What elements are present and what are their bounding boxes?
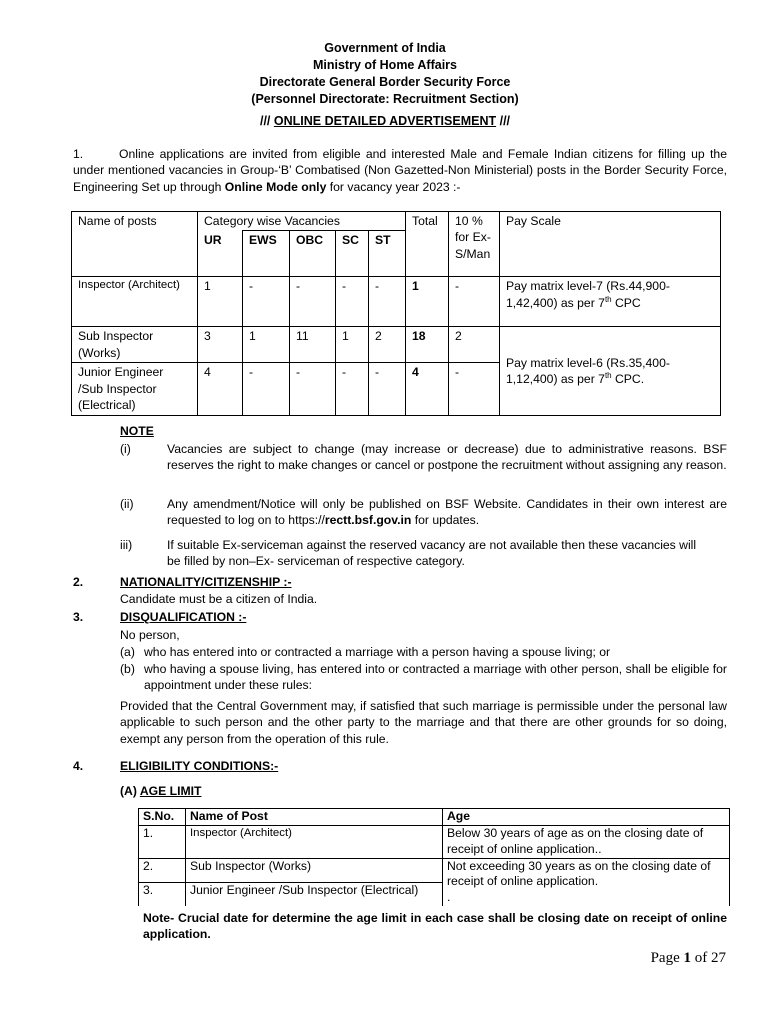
- vacancy-exsm-cell: -: [449, 277, 500, 327]
- vacancy-header-ews: EWS: [243, 231, 290, 277]
- section-3-proviso: Provided that the Central Government may, if satisfied that such marriage is permissible under the personal law applicable to such person and the other party to the marriage and that there are other grounds for so doing, exempt any person from the operation of this rule.: [120, 699, 727, 746]
- note-3-text: If suitable Ex-serviceman against the reserved vacancy are not available then these vacancies will be filled by non–Ex- serviceman of respective category.: [167, 538, 697, 569]
- note-2-text: [167, 496, 727, 529]
- adv-suffix: ///: [499, 114, 511, 128]
- age-limit-cell: Below 30 years of age as on the closing date of receipt of online application..: [443, 825, 730, 858]
- vacancy-ur-cell: 3: [198, 327, 243, 363]
- age-limit-title: AGE LIMIT: [139, 784, 202, 798]
- vacancy-header-obc: OBC: [290, 231, 336, 277]
- page-prefix: Page: [650, 950, 684, 966]
- page-number: [651, 948, 726, 968]
- age-sno-cell: 2.: [139, 858, 186, 882]
- vacancy-header-st: ST: [369, 231, 406, 277]
- section-3-number: 3.: [73, 610, 84, 624]
- header-ministry: Ministry of Home Affairs: [312, 58, 457, 72]
- note-2-number: (ii): [120, 497, 134, 511]
- age-sno-cell: 1.: [139, 825, 186, 858]
- note-title: NOTE: [120, 424, 154, 438]
- adv-prefix: ///: [259, 114, 271, 128]
- section-4-title: ELIGIBILITY CONDITIONS:-: [120, 759, 279, 773]
- vacancy-header-category: Category wise Vacancies: [198, 212, 406, 231]
- age-note: Note- Crucial date for determine the age limit in each case shall be closing date on receipt of online application.: [143, 911, 727, 942]
- header-section: (Personnel Directorate: Recruitment Section): [251, 92, 519, 106]
- page-current: 1: [683, 950, 691, 966]
- note-2-text-b: for updates.: [411, 513, 480, 528]
- header-government: Government of India: [324, 41, 446, 55]
- age-post-cell: Sub Inspector (Works): [186, 858, 443, 882]
- para-1-bold: Online Mode only: [224, 179, 327, 194]
- section-3-title: DISQUALIFICATION :-: [120, 610, 247, 624]
- para-1-text-a: Online applications are invited from eligible and interested Male and Female Indian citizens for filling up the under mentioned vacancies in Group-‘B’ Combatised (Non Gazetted-Non Ministerial) posts in the Border Security Force, Engineering Set up through: [73, 147, 727, 194]
- vacancy-st-cell: 2: [369, 327, 406, 363]
- vacancy-post-cell: Sub Inspector (Works): [72, 327, 198, 363]
- vacancy-post-cell: Inspector (Architect): [72, 277, 198, 327]
- vacancy-sc-cell: -: [336, 363, 369, 415]
- vacancy-header-row: [72, 212, 721, 231]
- adv-title-text: ONLINE DETAILED ADVERTISEMENT: [273, 114, 497, 128]
- age-limit-label: (A): [120, 784, 137, 798]
- vacancy-exsm-cell: 2: [449, 327, 500, 363]
- note-1-number: (i): [120, 442, 131, 456]
- section-3-b-text: who having a spouse living, has entered into or contracted a marriage with other person, shall be eligible for appointment under these rules:: [144, 662, 727, 693]
- vacancy-obc-cell: -: [290, 277, 336, 327]
- header-directorate: Directorate General Border Security Force: [259, 75, 511, 89]
- note-1-text: Vacancies are subject to change (may increase or decrease) due to administrative reasons. BSF reserves the right to make changes or cancel or postpone the recruitment without assigning any reason.: [167, 442, 727, 473]
- section-4-number: 4.: [73, 759, 84, 773]
- vacancy-header-post: Name of posts: [72, 212, 198, 277]
- vacancy-total-cell: 18: [406, 327, 449, 363]
- vacancy-header-total: Total: [406, 212, 449, 277]
- age-limit-text: Not exceeding 30 years as on the closing date of receipt of online application.: [447, 858, 711, 889]
- vacancy-exsm-cell: -: [449, 363, 500, 415]
- table-row: [139, 858, 730, 882]
- age-header-age: Age: [443, 809, 730, 826]
- section-3-b-number: (b): [120, 662, 135, 676]
- vacancy-header-sc: SC: [336, 231, 369, 277]
- vacancy-total-cell: 4: [406, 363, 449, 415]
- note-3-number: iii): [120, 538, 133, 552]
- age-header-post: Name of Post: [186, 809, 443, 826]
- section-2-number: 2.: [73, 575, 84, 589]
- vacancy-pay-cell: Pay matrix level-7 (Rs.44,900-1,42,400) as per 7th CPC: [500, 277, 721, 327]
- vacancy-ews-cell: -: [243, 363, 290, 415]
- table-row: [72, 327, 721, 363]
- age-post-cell: Inspector (Architect): [186, 825, 443, 858]
- vacancy-header-ur: UR: [198, 231, 243, 277]
- vacancy-pay-cell: Pay matrix level-6 (Rs.35,400-1,12,400) as per 7th CPC.: [500, 327, 721, 415]
- section-2-text: Candidate must be a citizen of India.: [120, 592, 318, 606]
- age-sno-cell: 3.: [139, 882, 186, 906]
- vacancy-post-cell: Junior Engineer /Sub Inspector (Electrical): [72, 363, 198, 415]
- table-row: [139, 825, 730, 858]
- vacancy-st-cell: -: [369, 277, 406, 327]
- section-3-intro: No person,: [120, 628, 180, 642]
- age-limit-dot: .: [447, 890, 451, 905]
- vacancy-sc-cell: -: [336, 277, 369, 327]
- age-post-cell: Junior Engineer /Sub Inspector (Electrical): [186, 882, 443, 906]
- age-limit-cell: [443, 858, 730, 906]
- vacancy-st-cell: -: [369, 363, 406, 415]
- vacancy-header-pay: Pay Scale: [500, 212, 721, 277]
- page-total: 27: [711, 950, 726, 966]
- vacancy-ews-cell: 1: [243, 327, 290, 363]
- table-row: [72, 277, 721, 327]
- para-1: [73, 146, 727, 195]
- vacancy-obc-cell: 11: [290, 327, 336, 363]
- age-header-row: [139, 809, 730, 826]
- vacancy-obc-cell: -: [290, 363, 336, 415]
- vacancy-table: [71, 211, 721, 416]
- age-header-sno: S.No.: [139, 809, 186, 826]
- age-limit-heading: [120, 783, 201, 799]
- advertisement-title: [0, 113, 770, 130]
- note-2-text-a: Any amendment/Notice will only be published on BSF Website. Candidates in their own interest are requested to log on to https://: [167, 497, 727, 528]
- vacancy-ur-cell: 1: [198, 277, 243, 327]
- section-3-a-number: (a): [120, 645, 135, 659]
- page-mid: of: [691, 950, 711, 966]
- vacancy-sc-cell: 1: [336, 327, 369, 363]
- section-3-a-text: who has entered into or contracted a marriage with a person having a spouse living; or: [144, 645, 611, 659]
- vacancy-header-exsm: 10 % for Ex-S/Man: [449, 212, 500, 277]
- age-table: [138, 808, 730, 906]
- vacancy-ews-cell: -: [243, 277, 290, 327]
- vacancy-ur-cell: 4: [198, 363, 243, 415]
- section-2-title: NATIONALITY/CITIZENSHIP :-: [120, 575, 292, 589]
- note-2-link: rectt.bsf.gov.in: [324, 513, 412, 528]
- vacancy-total-cell: 1: [406, 277, 449, 327]
- para-1-number: 1.: [73, 147, 84, 161]
- para-1-text-b: for vacancy year 2023 :-: [326, 179, 461, 194]
